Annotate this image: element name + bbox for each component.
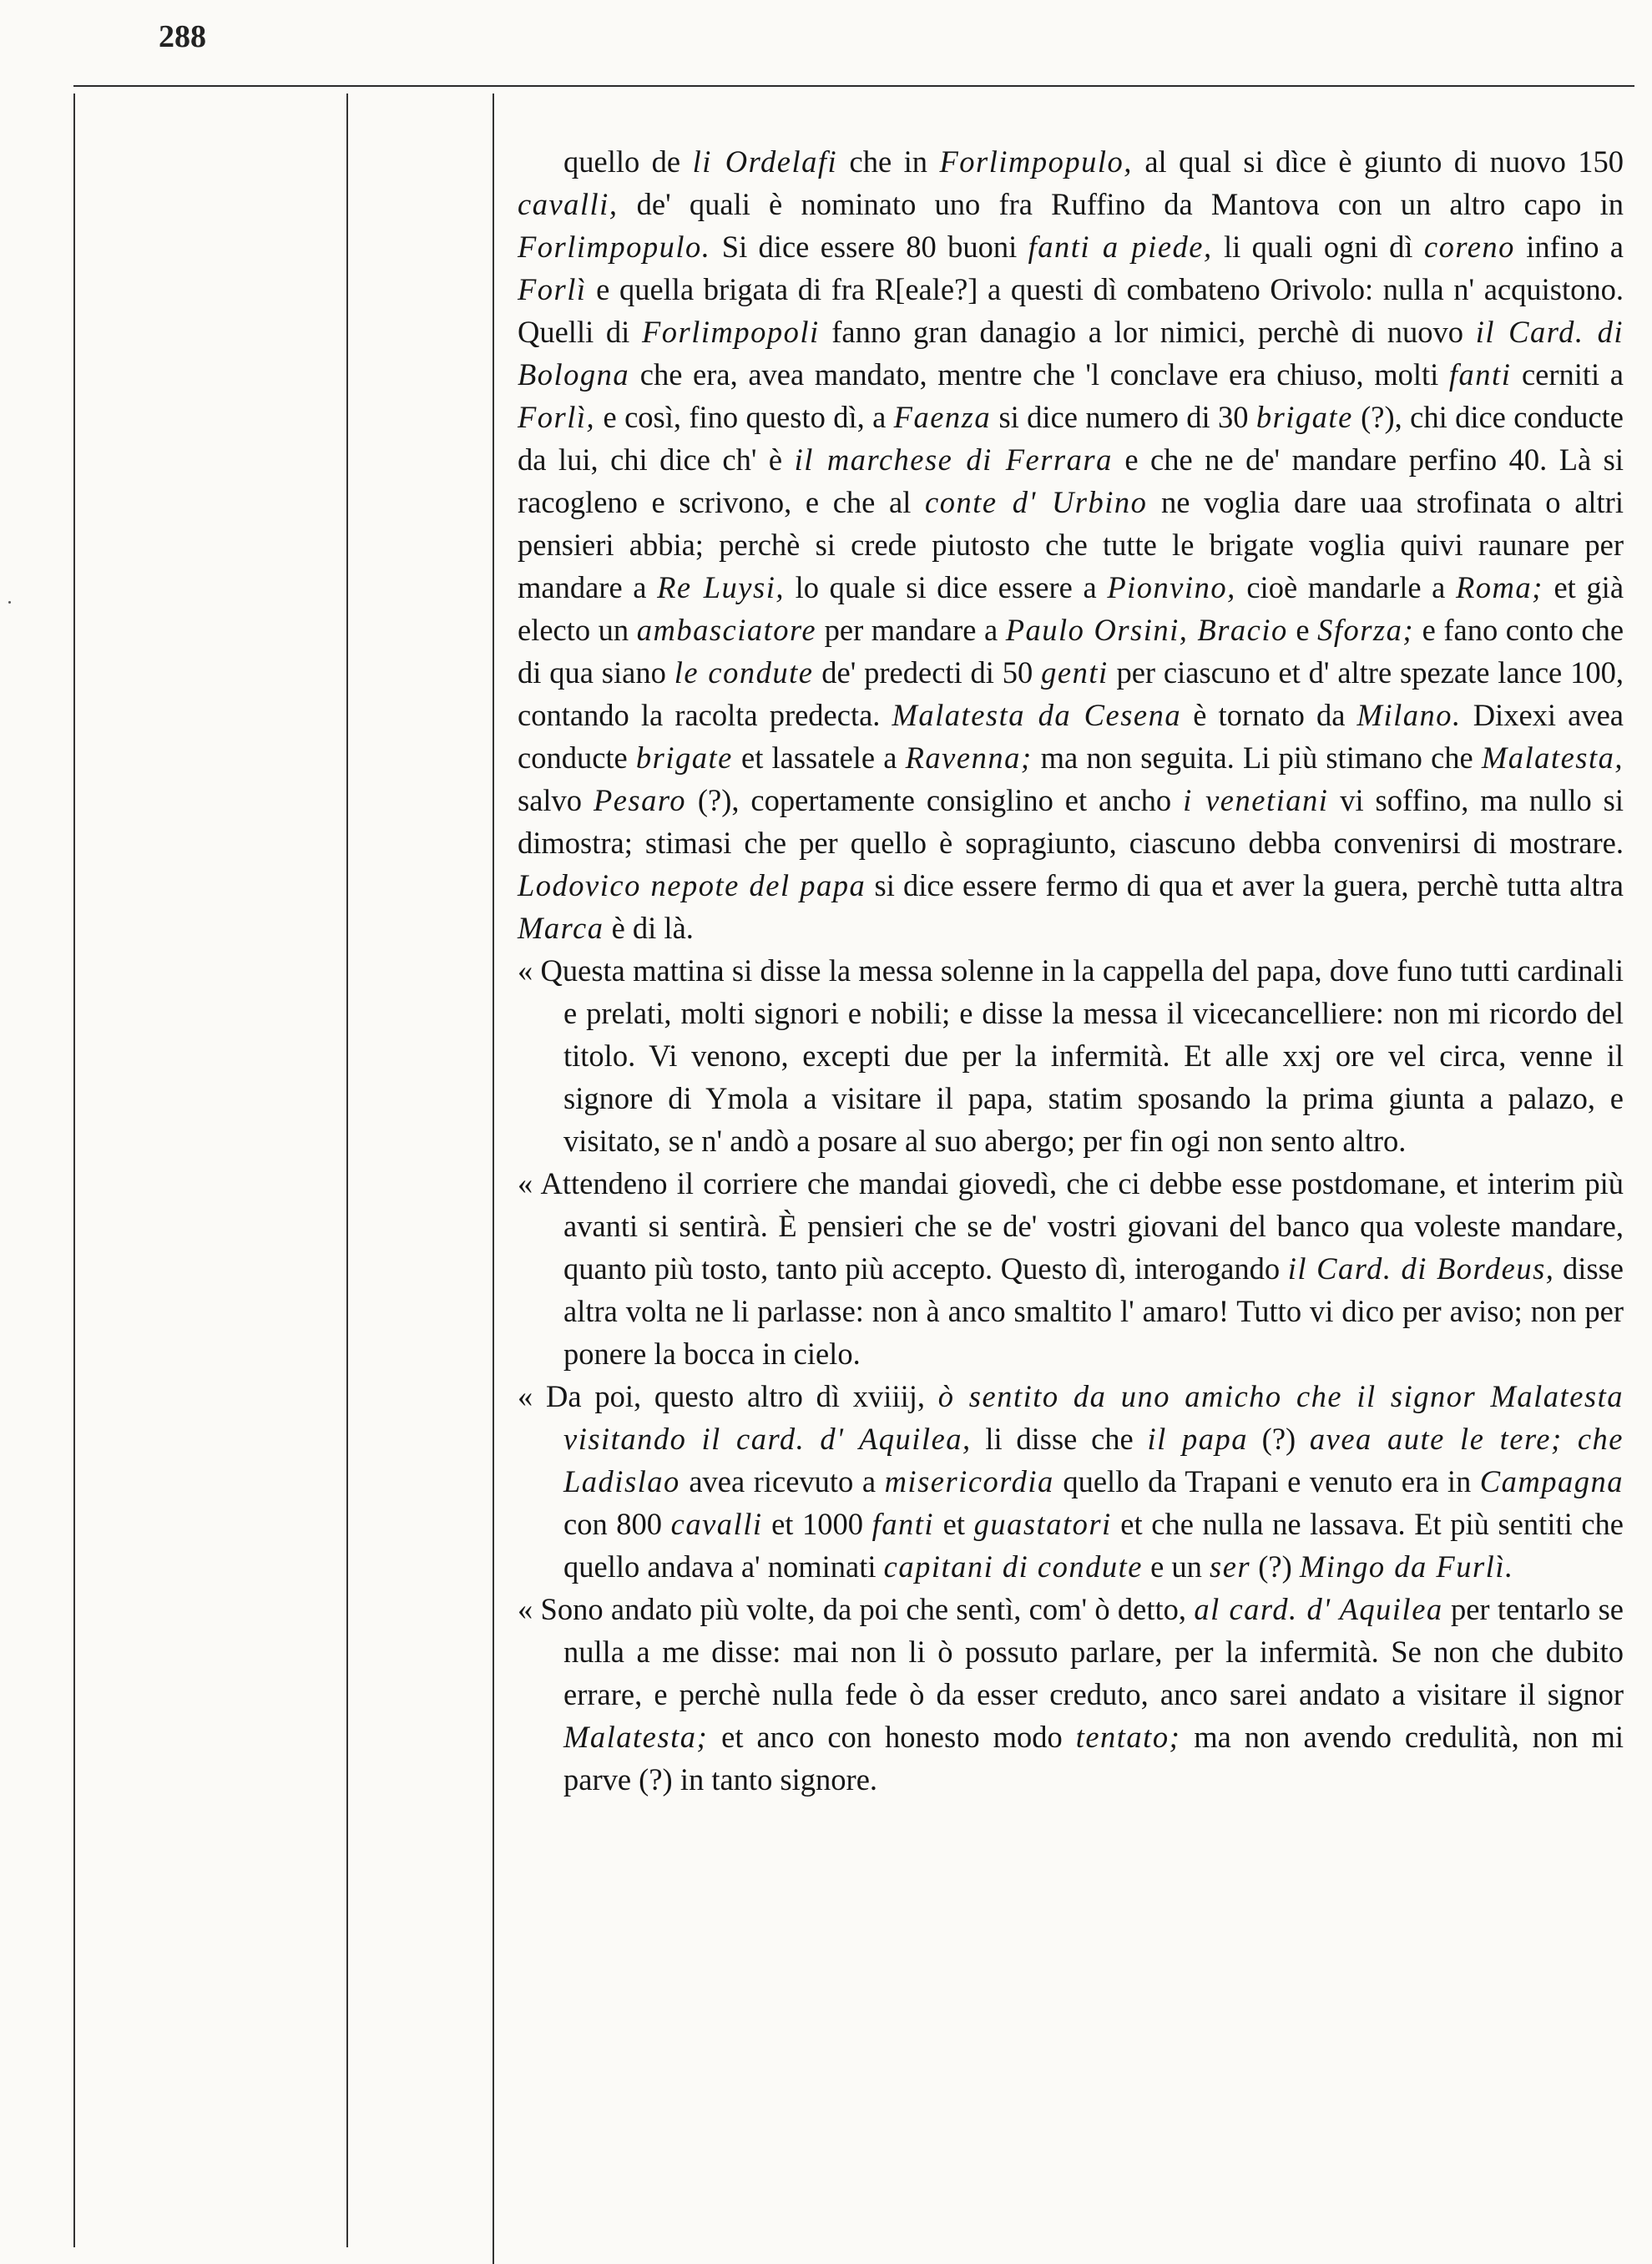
italic-name: Campagna [1479, 1464, 1624, 1498]
italic-name: ò sentito da uno amicho che il signor Malatesta visitando il card. d' Aquilea, [563, 1379, 1624, 1456]
text-run: « Attendeno il corriere che mandai giovedì, che ci debbe esse postdomane, et interim più avanti si sentirà. È pensieri che se de' vostri giovani del banco qua voleste mandare, quanto più tosto, tanto più accepto. Questo dì, interogando [518, 1166, 1624, 1286]
italic-name: ambasciatore [636, 613, 817, 647]
text-run: e [1287, 613, 1318, 647]
italic-name: genti [1041, 655, 1109, 690]
text-run: per mandare a [816, 613, 1006, 647]
text-run: fanno gran danagio a lor nimici, perchè di nuovo [819, 315, 1476, 349]
italic-name: cavalli, [518, 187, 619, 221]
text-run: e un [1142, 1549, 1210, 1584]
italic-name: avea aute le tere; che Ladislao [563, 1422, 1624, 1498]
italic-name: ser [1210, 1549, 1251, 1584]
text-run: ne voglia dare uaa strofinata o altri pensieri abbia; perchè si crede piutosto che tutte le brigate voglia quivi raunare per mandare a [518, 485, 1624, 604]
italic-name: Roma; [1456, 570, 1543, 604]
margin-line-outer [73, 93, 75, 2247]
italic-name: il marchese di Ferrara [794, 442, 1113, 477]
italic-name: Marca [518, 911, 604, 945]
text-run: avea ricevuto a [679, 1464, 885, 1498]
text-run: et [934, 1507, 974, 1541]
paragraph-1 [518, 140, 1624, 949]
italic-name: Pionvino, [1107, 570, 1236, 604]
italic-name: fanti a piede, [1028, 230, 1213, 264]
text-run: e che ne de' mandare perfino 40. Là si racogleno e scrivono, e che al [518, 442, 1624, 519]
text-run: quello de [563, 144, 693, 179]
italic-name: Forlì [518, 272, 587, 306]
italic-name: fanti [1448, 357, 1512, 392]
italic-name: Forlimpopulo. [518, 230, 711, 264]
text-run: de' predecti di 50 [813, 655, 1042, 690]
text-run: (?) [1250, 1549, 1300, 1584]
text-run: infino a [1514, 230, 1624, 264]
margin-line-inner [493, 93, 494, 2264]
text-run: lo quale si dice essere a [784, 570, 1108, 604]
paragraph-2 [518, 949, 1624, 1162]
text-run: (?), chi dice conducte da lui, chi dice ch' è [518, 400, 1624, 477]
text-run: Dixexi avea conducte [518, 698, 1624, 775]
text-run: « Questa mattina si disse la messa solenne in la cappella del papa, dove funo tutti cardinali e prelati, molti signori e nobili; e disse la messa il vicecancelliere: non mi ricordo del titolo. Vi venono, excepti due per la infermità. Et alle xxj ore vel circa, venne il signore di Ymola a visitare il papa, statim sposando la prima giunta a palazo, e visitato, se n' andò a posare al suo abergo; per fin ogi non sento altro. [518, 953, 1624, 1158]
italic-name: tentato; [1075, 1720, 1181, 1754]
italic-name: il Card. di Bologna [518, 315, 1624, 392]
text-run: ma non seguita. Li più stimano che [1032, 740, 1482, 775]
text-run: (?), copertamente consiglino et ancho [686, 783, 1184, 817]
text-run: e così, fino questo dì, a [595, 400, 894, 434]
text-run: et 1000 [762, 1507, 872, 1541]
italic-name: Mingo da Furlì. [1299, 1549, 1514, 1584]
text-run: per tentarlo se nulla a me disse: mai non li ò possuto parlare, per la infermità. Se non che dubito errare, e perchè nulla fede ò da esser creduto, anco sarei andato a visitare il signor [563, 1592, 1624, 1711]
text-run: et anco con honesto modo [708, 1720, 1076, 1754]
italic-name: Malatesta; [563, 1720, 709, 1754]
italic-name: Forlimpopoli [641, 315, 820, 349]
text-run: si dice numero di 30 [991, 400, 1256, 434]
italic-name: brigate [1255, 400, 1353, 434]
italic-name: Pesaro [593, 783, 686, 817]
text-run: li disse che [971, 1422, 1148, 1456]
italic-name: Forlì, [518, 400, 596, 434]
italic-name: fanti [871, 1507, 935, 1541]
header-rule [73, 85, 1634, 87]
scan-speck [8, 601, 11, 604]
text-run: et che nulla ne lassava. Et più sentiti che quello andava a' nominati [563, 1507, 1624, 1584]
italic-name: Ravenna; [905, 740, 1033, 775]
text-run: ma non avendo credulità, non mi parve (?) in tanto signore. [563, 1720, 1624, 1797]
paragraph-4 [518, 1375, 1624, 1588]
italic-name: Re Luysi, [657, 570, 785, 604]
italic-name: Malatesta da Cesena [892, 698, 1182, 732]
italic-name: Paulo Orsini, Bracio [1005, 613, 1288, 647]
italic-name: Sforza; [1317, 613, 1415, 647]
page-number: 288 [159, 19, 206, 54]
italic-name: conte d' Urbino [925, 485, 1148, 519]
text-run: Si dice essere 80 buoni [710, 230, 1028, 264]
text-run: salvo [518, 783, 594, 817]
text-run: che in [837, 144, 940, 179]
italic-name: il Card. di Bordeus, [1287, 1251, 1555, 1286]
text-run: e fano conto che di qua siano [518, 613, 1624, 690]
italic-name: Lodovico nepote del papa [518, 868, 866, 902]
text-run: disse altra volta ne li parlasse: non à anco smaltito l' amaro! Tutto vi dico per aviso; non per ponere la bocca in cielo. [563, 1251, 1624, 1371]
italic-name: Malatesta, [1481, 740, 1624, 775]
text-run: « Sono andato più volte, da poi che sentì, com' ò detto, [518, 1592, 1195, 1626]
text-run: (?) [1247, 1422, 1310, 1456]
text-run: per ciascuno et d' altre spezate lance 100, contando la racolta predecta. [518, 655, 1624, 732]
paragraph-5 [518, 1588, 1624, 1801]
text-run: « Da poi, questo altro dì xviiij, [518, 1379, 938, 1413]
text-run: cerniti a [1511, 357, 1624, 392]
text-run: li quali ogni dì [1212, 230, 1424, 264]
italic-name: misericordia [884, 1464, 1054, 1498]
italic-name: Faenza [893, 400, 992, 434]
text-run: è tornato da [1181, 698, 1357, 732]
text-run: con 800 [563, 1507, 671, 1541]
text-run: che era, avea mandato, mentre che 'l conclave era chiuso, molti [629, 357, 1449, 392]
text-run: vi soffino, ma nullo si dimostra; stimasi che per quello è sopragiunto, ciascuno debba convenirsi di mostrare. [518, 783, 1624, 860]
text-run: de' quali è nominato uno fra Ruffino da Mantova con un altro capo in [618, 187, 1624, 221]
margin-line-middle [346, 93, 348, 2247]
text-run: e quella brigata di fra R[eale?] a questi dì combateno Orivolo: nulla n' acquistono. Quelli di [518, 272, 1624, 349]
text-run: et lassatele a [732, 740, 906, 775]
italic-name: Milano. [1356, 698, 1462, 732]
italic-name: coreno [1423, 230, 1515, 264]
italic-name: brigate [635, 740, 733, 775]
italic-name: il papa [1147, 1422, 1248, 1456]
text-run: si dice essere fermo di qua et aver la guera, perchè tutta altra [866, 868, 1624, 902]
italic-name: le condute [674, 655, 814, 690]
text-run: cioè mandarle a [1235, 570, 1457, 604]
text-run: al qual si dìce è giunto di nuovo 150 [1132, 144, 1624, 179]
body-text [518, 140, 1624, 1801]
italic-name: guastatori [973, 1507, 1112, 1541]
italic-name: i venetiani [1183, 783, 1329, 817]
italic-name: Forlimpopulo, [939, 144, 1133, 179]
italic-name: li Ordelafi [692, 144, 838, 179]
italic-name: capitani di condute [883, 1549, 1143, 1584]
italic-name: al card. d' Aquilea [1194, 1592, 1443, 1626]
paragraph-3 [518, 1162, 1624, 1375]
italic-name: cavalli [670, 1507, 763, 1541]
text-run: quello da Trapani e venuto era in [1053, 1464, 1480, 1498]
text-run: et già electo un [518, 570, 1624, 647]
text-run: è di là. [604, 911, 694, 945]
